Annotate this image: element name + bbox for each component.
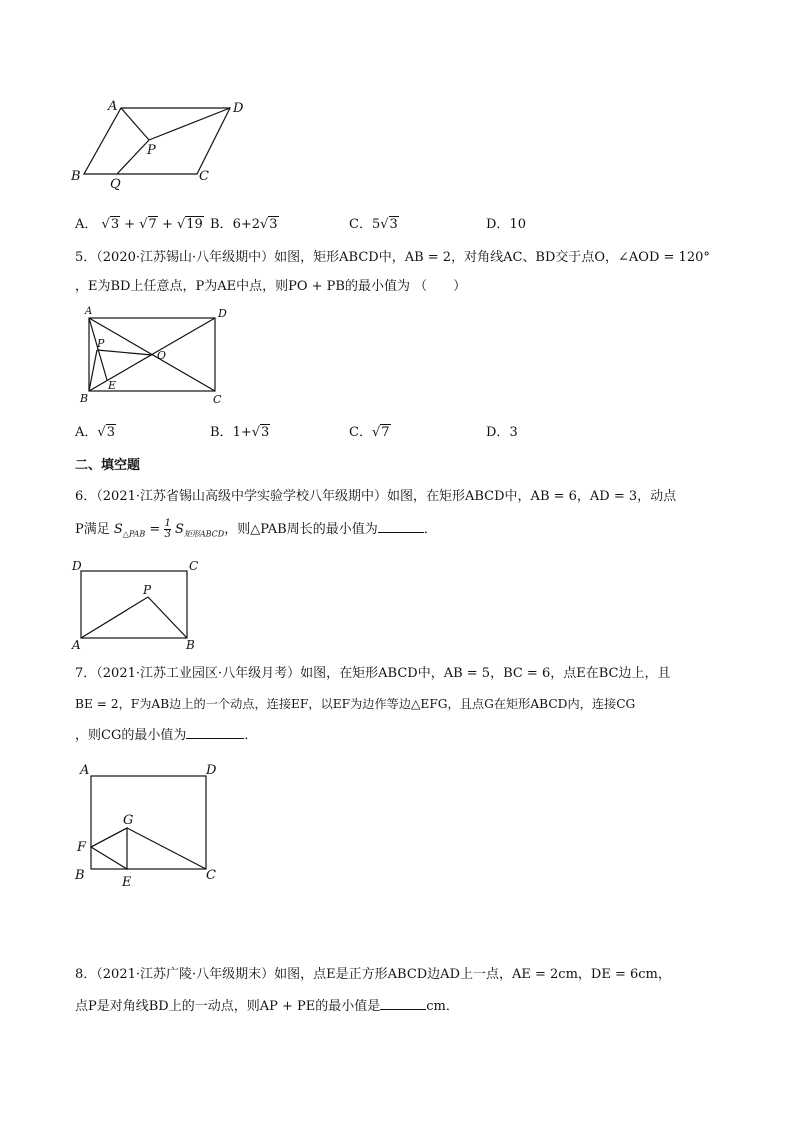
q7-label-g: G bbox=[123, 813, 134, 828]
q4-label-b: B bbox=[71, 169, 81, 184]
q7-label-a: A bbox=[80, 763, 90, 778]
q7-label-b: B bbox=[75, 868, 85, 883]
q7-label-f: F bbox=[77, 840, 87, 855]
q7-rectangle bbox=[91, 776, 206, 869]
q8-text1: 如图，点E是正方形ABCD边AD上一点，AE = 2cm，DE = 6cm， bbox=[274, 967, 671, 982]
q6-source: （2021·江苏省锡山高级中学实验学校八年级期中） bbox=[96, 489, 387, 504]
q6-end: ． bbox=[423, 522, 437, 537]
q8-end: cm． bbox=[426, 999, 459, 1014]
option-key: B． bbox=[210, 217, 233, 232]
q4-label-c: C bbox=[199, 169, 209, 184]
q4-label-a: A bbox=[108, 99, 118, 114]
q7-text1: 如图，在矩形ABCD中，AB = 5，BC = 6，点E在BC边上，且 bbox=[300, 666, 671, 681]
q7-label-d: D bbox=[206, 763, 217, 778]
q4-option-b: B．6+2√3 bbox=[210, 217, 278, 232]
section-title: 二、填空题 bbox=[75, 458, 141, 473]
option-key: D． bbox=[486, 217, 510, 232]
q8-line2 bbox=[75, 995, 459, 1018]
option-key: C． bbox=[349, 425, 372, 440]
option-key: C． bbox=[349, 217, 372, 232]
q8-number: 8． bbox=[75, 967, 97, 982]
q6-label-a: A bbox=[72, 638, 81, 652]
q5-label-c: C bbox=[213, 393, 222, 406]
q8-answer-blank[interactable] bbox=[380, 995, 426, 1010]
q6-text2-post: ，则△PAB周长的最小值为 bbox=[224, 522, 378, 537]
q4-option-a: A． √3 + √7 + √19 bbox=[75, 217, 203, 232]
q6-number: 6． bbox=[75, 489, 97, 504]
q6-text1: 如图，在矩形ABCD中，AB = 6，AD = 3，动点 bbox=[387, 489, 677, 504]
q5-label-d: D bbox=[218, 307, 227, 320]
option-text: 3 bbox=[509, 425, 518, 440]
q6-label-d: D bbox=[72, 559, 82, 573]
q7-end: ． bbox=[244, 728, 258, 743]
q6-text2-pre: P满足 bbox=[75, 522, 110, 537]
q7-text3: ，则CG的最小值为 bbox=[75, 728, 187, 743]
option-text: 10 bbox=[509, 217, 526, 232]
q6-label-c: C bbox=[189, 559, 199, 573]
q7-segment-fg bbox=[91, 828, 127, 847]
q5-option-b: B．1+√3 bbox=[210, 425, 270, 440]
option-key: D． bbox=[486, 425, 510, 440]
q7-label-e: E bbox=[122, 875, 132, 890]
q4-label-q: Q bbox=[110, 177, 121, 192]
option-key: A． bbox=[75, 217, 98, 232]
q6-label-p: P bbox=[143, 583, 152, 597]
q7-source: （2021·江苏工业园区·八年级月考） bbox=[96, 666, 301, 681]
q5-text1: 如图，矩形ABCD中，AB = 2，对角线AC、BD交于点O，∠AOD = 120° bbox=[274, 250, 710, 265]
q5-label-o: O bbox=[157, 349, 167, 362]
option-key: A． bbox=[75, 425, 98, 440]
q7-text2: BE = 2，F为AB边上的一个动点，连接EF，以EF为边作等边△EFG，且点G在矩形ABCD内，连接CG bbox=[75, 697, 636, 711]
q7-segment-gc bbox=[127, 828, 206, 869]
q5-option-c: C．√7 bbox=[349, 425, 390, 440]
q5-label-a: A bbox=[85, 306, 93, 317]
q5-text2: ，E为BD上任意点，P为AE中点，则PO + PB的最小值为 （ ） bbox=[75, 279, 467, 294]
option-key: B． bbox=[210, 425, 233, 440]
q4-label-p: P bbox=[147, 143, 156, 158]
q5-number: 5． bbox=[75, 250, 97, 265]
q5-option-a: A．√3 bbox=[75, 425, 115, 440]
q5-source: （2020·江苏锡山·八年级期中） bbox=[96, 250, 275, 265]
q5-label-e: E bbox=[108, 379, 117, 392]
q7-triangle-efg bbox=[91, 828, 127, 869]
q8-line1 bbox=[75, 964, 671, 986]
q6-formula: $S_{\triangle PAB}$ = $\frac{1}{3}$ $S_{矩形ABCD}$ bbox=[113, 518, 225, 540]
q6-label-b: B bbox=[186, 638, 195, 652]
q8-text2: 点P是对角线BD上的一动点，则AP + PE的最小值是 bbox=[75, 999, 381, 1014]
q5-label-b: B bbox=[80, 392, 89, 405]
q7-number: 7． bbox=[75, 666, 97, 681]
q8-source: （2021·江苏广陵·八年级期末） bbox=[96, 967, 275, 982]
q4-label-d: D bbox=[233, 101, 244, 116]
q7-label-c: C bbox=[206, 868, 216, 883]
q4-option-c: C．5√3 bbox=[349, 217, 398, 232]
q5-label-p: P bbox=[97, 337, 105, 350]
